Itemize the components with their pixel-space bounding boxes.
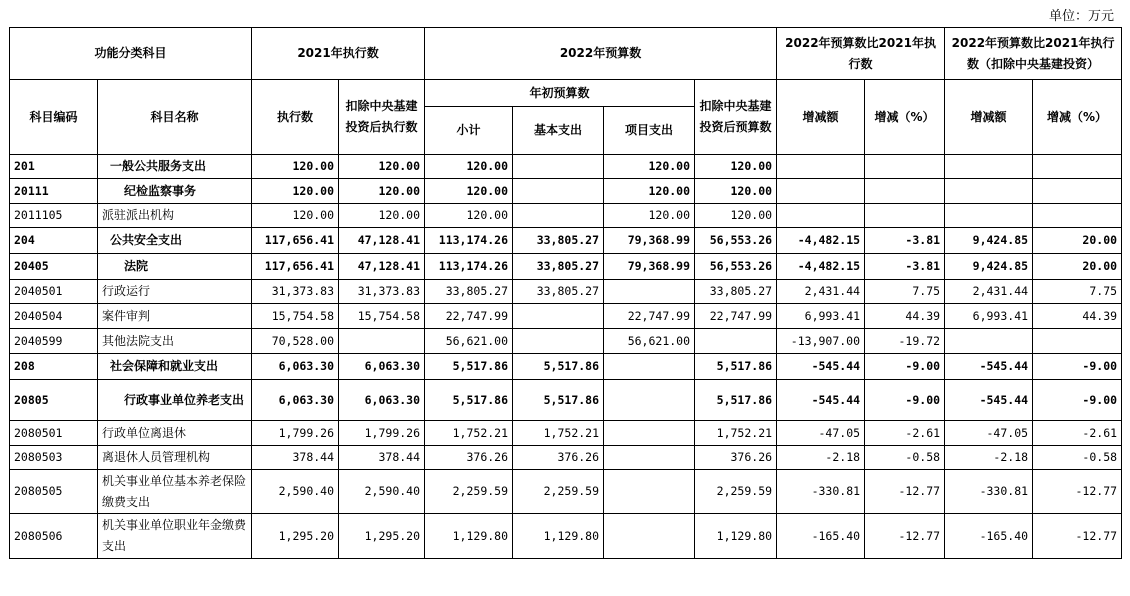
row-project-value: [604, 470, 695, 514]
row-pct-value: -0.58: [865, 446, 945, 470]
row-budget-ex-value: [695, 329, 777, 354]
row-budget-ex-value: 22,747.99: [695, 304, 777, 329]
row-subtotal-value: 113,174.26: [425, 254, 513, 280]
header-budget-2022: 2022年预算数: [425, 28, 777, 80]
row-chg2-value: -47.05: [945, 421, 1033, 446]
header-compare-exec: 2022年预算数比2021年执行数: [777, 28, 945, 80]
header-exec: 执行数: [252, 80, 339, 155]
table-row: [10, 354, 1122, 380]
row-budget-ex-value: 120.00: [695, 204, 777, 228]
row-chg2-value: -545.44: [945, 380, 1033, 421]
row-chg2-value: 2,431.44: [945, 280, 1033, 304]
row-code: 2040501: [10, 280, 98, 304]
row-subtotal-value: 120.00: [425, 204, 513, 228]
table-row: [10, 280, 1122, 304]
unit-label: 单位：万元: [1048, 9, 1114, 24]
row-exec-value: 6,063.30: [252, 354, 339, 380]
row-basic-value: [513, 204, 604, 228]
row-chg-value: -165.40: [777, 514, 865, 559]
row-subtotal-value: 33,805.27: [425, 280, 513, 304]
row-exec-ex-value: 47,128.41: [339, 228, 425, 254]
row-pct2-value: [1033, 179, 1122, 204]
table-row: [10, 470, 1122, 514]
row-pct2-value: -12.77: [1033, 514, 1122, 559]
row-budget-ex-value: 120.00: [695, 155, 777, 179]
row-basic-value: [513, 155, 604, 179]
table-row: [10, 179, 1122, 204]
row-name: 社会保障和就业支出: [98, 354, 252, 380]
row-project-value: [604, 446, 695, 470]
row-name: 案件审判: [98, 304, 252, 329]
row-budget-ex-value: 5,517.86: [695, 354, 777, 380]
row-exec-value: 1,799.26: [252, 421, 339, 446]
row-pct2-value: -9.00: [1033, 354, 1122, 380]
row-subtotal-value: 56,621.00: [425, 329, 513, 354]
row-chg-value: -545.44: [777, 354, 865, 380]
row-budget-ex-value: 56,553.26: [695, 254, 777, 280]
header-change-pct-2: 增减（%）: [1033, 80, 1122, 155]
row-pct-value: -12.77: [865, 470, 945, 514]
row-basic-value: [513, 304, 604, 329]
row-pct-value: -2.61: [865, 421, 945, 446]
row-pct-value: [865, 204, 945, 228]
row-pct-value: -12.77: [865, 514, 945, 559]
row-exec-ex-value: [339, 329, 425, 354]
table-row: [10, 254, 1122, 280]
row-chg2-value: [945, 204, 1033, 228]
row-chg2-value: 6,993.41: [945, 304, 1033, 329]
row-basic-value: 5,517.86: [513, 380, 604, 421]
row-exec-ex-value: 2,590.40: [339, 470, 425, 514]
row-basic-value: 1,129.80: [513, 514, 604, 559]
row-exec-ex-value: 1,799.26: [339, 421, 425, 446]
row-subtotal-value: 1,129.80: [425, 514, 513, 559]
row-chg-value: -4,482.15: [777, 254, 865, 280]
header-code: 科目编码: [10, 80, 98, 155]
row-name: 机关事业单位职业年金缴费支出: [98, 514, 252, 559]
header-func-category: 功能分类科目: [10, 28, 252, 80]
row-budget-ex-value: 120.00: [695, 179, 777, 204]
row-subtotal-value: 5,517.86: [425, 354, 513, 380]
row-subtotal-value: 5,517.86: [425, 380, 513, 421]
row-name: 行政运行: [98, 280, 252, 304]
row-code: 2040504: [10, 304, 98, 329]
row-name: 行政单位离退休: [98, 421, 252, 446]
row-chg-value: -545.44: [777, 380, 865, 421]
row-chg-value: 2,431.44: [777, 280, 865, 304]
header-change-pct: 增减（%）: [865, 80, 945, 155]
header-initial-budget: 年初预算数: [425, 80, 695, 107]
row-name: 离退休人员管理机构: [98, 446, 252, 470]
row-project-value: 22,747.99: [604, 304, 695, 329]
row-chg2-value: -545.44: [945, 354, 1033, 380]
row-pct-value: -3.81: [865, 228, 945, 254]
row-code: 2040599: [10, 329, 98, 354]
row-exec-ex-value: 120.00: [339, 204, 425, 228]
row-pct2-value: -9.00: [1033, 380, 1122, 421]
row-chg2-value: 9,424.85: [945, 254, 1033, 280]
table-row: [10, 514, 1122, 559]
row-chg2-value: [945, 329, 1033, 354]
row-chg2-value: [945, 155, 1033, 179]
row-code: 20405: [10, 254, 98, 280]
row-budget-ex-value: 2,259.59: [695, 470, 777, 514]
row-pct2-value: [1033, 204, 1122, 228]
row-subtotal-value: 2,259.59: [425, 470, 513, 514]
row-project-value: 120.00: [604, 179, 695, 204]
row-pct-value: -3.81: [865, 254, 945, 280]
table-row: [10, 204, 1122, 228]
row-pct-value: -19.72: [865, 329, 945, 354]
row-chg-value: [777, 155, 865, 179]
row-chg-value: [777, 179, 865, 204]
row-project-value: 120.00: [604, 204, 695, 228]
row-exec-value: 120.00: [252, 179, 339, 204]
row-name: 法院: [98, 254, 252, 280]
budget-table: [9, 27, 1122, 559]
row-code: 204: [10, 228, 98, 254]
row-pct2-value: 20.00: [1033, 228, 1122, 254]
row-basic-value: 33,805.27: [513, 280, 604, 304]
row-subtotal-value: 22,747.99: [425, 304, 513, 329]
row-project-value: [604, 421, 695, 446]
row-exec-value: 31,373.83: [252, 280, 339, 304]
header-change-amt-2: 增减额: [945, 80, 1033, 155]
row-name: 机关事业单位基本养老保险缴费支出: [98, 470, 252, 514]
row-exec-value: 120.00: [252, 204, 339, 228]
row-project-value: [604, 354, 695, 380]
row-project-value: 120.00: [604, 155, 695, 179]
row-code: 201: [10, 155, 98, 179]
row-exec-value: 6,063.30: [252, 380, 339, 421]
row-exec-ex-value: 15,754.58: [339, 304, 425, 329]
row-exec-ex-value: 6,063.30: [339, 380, 425, 421]
row-budget-ex-value: 5,517.86: [695, 380, 777, 421]
row-pct2-value: -2.61: [1033, 421, 1122, 446]
row-exec-value: 117,656.41: [252, 228, 339, 254]
row-pct2-value: -12.77: [1033, 470, 1122, 514]
row-name: 一般公共服务支出: [98, 155, 252, 179]
row-budget-ex-value: 1,752.21: [695, 421, 777, 446]
table-row: [10, 155, 1122, 179]
row-chg-value: -4,482.15: [777, 228, 865, 254]
row-pct2-value: 7.75: [1033, 280, 1122, 304]
header-change-amt: 增减额: [777, 80, 865, 155]
row-pct-value: -9.00: [865, 380, 945, 421]
row-exec-ex-value: 6,063.30: [339, 354, 425, 380]
row-chg-value: -2.18: [777, 446, 865, 470]
row-exec-value: 378.44: [252, 446, 339, 470]
table-row: [10, 421, 1122, 446]
row-chg-value: -330.81: [777, 470, 865, 514]
row-project-value: 56,621.00: [604, 329, 695, 354]
row-code: 20805: [10, 380, 98, 421]
row-project-value: 79,368.99: [604, 228, 695, 254]
header-name: 科目名称: [98, 80, 252, 155]
row-code: 2080506: [10, 514, 98, 559]
row-pct2-value: [1033, 155, 1122, 179]
row-name: 纪检监察事务: [98, 179, 252, 204]
row-code: 2011105: [10, 204, 98, 228]
row-basic-value: [513, 179, 604, 204]
row-pct2-value: 20.00: [1033, 254, 1122, 280]
row-chg-value: 6,993.41: [777, 304, 865, 329]
header-exec-2021: 2021年执行数: [252, 28, 425, 80]
row-chg2-value: -165.40: [945, 514, 1033, 559]
row-exec-ex-value: 378.44: [339, 446, 425, 470]
row-exec-ex-value: 120.00: [339, 155, 425, 179]
header-compare-exec-ex: 2022年预算数比2021年执行数（扣除中央基建投资）: [945, 28, 1122, 80]
row-budget-ex-value: 56,553.26: [695, 228, 777, 254]
table-row: [10, 446, 1122, 470]
table-row: [10, 329, 1122, 354]
row-exec-ex-value: 120.00: [339, 179, 425, 204]
row-project-value: [604, 280, 695, 304]
row-subtotal-value: 376.26: [425, 446, 513, 470]
row-pct-value: 7.75: [865, 280, 945, 304]
table-row: [10, 228, 1122, 254]
row-basic-value: 5,517.86: [513, 354, 604, 380]
row-pct2-value: -0.58: [1033, 446, 1122, 470]
row-exec-ex-value: 31,373.83: [339, 280, 425, 304]
row-subtotal-value: 1,752.21: [425, 421, 513, 446]
header-exec-ex: 扣除中央基建投资后执行数: [339, 80, 425, 155]
table-row: [10, 304, 1122, 329]
row-exec-value: 120.00: [252, 155, 339, 179]
row-project-value: [604, 380, 695, 421]
table-row: [10, 380, 1122, 421]
row-name: 其他法院支出: [98, 329, 252, 354]
row-code: 2080503: [10, 446, 98, 470]
row-basic-value: 376.26: [513, 446, 604, 470]
row-chg2-value: -2.18: [945, 446, 1033, 470]
row-budget-ex-value: 33,805.27: [695, 280, 777, 304]
row-name: 公共安全支出: [98, 228, 252, 254]
header-budget-ex: 扣除中央基建投资后预算数: [695, 80, 777, 155]
row-pct2-value: [1033, 329, 1122, 354]
row-basic-value: [513, 329, 604, 354]
row-chg-value: -13,907.00: [777, 329, 865, 354]
row-basic-value: 33,805.27: [513, 254, 604, 280]
row-name: 行政事业单位养老支出: [98, 380, 252, 421]
row-code: 208: [10, 354, 98, 380]
header-row-1: [10, 28, 1122, 80]
row-basic-value: 2,259.59: [513, 470, 604, 514]
row-pct-value: -9.00: [865, 354, 945, 380]
row-subtotal-value: 120.00: [425, 179, 513, 204]
header-project: 项目支出: [604, 107, 695, 155]
row-exec-value: 2,590.40: [252, 470, 339, 514]
row-project-value: 79,368.99: [604, 254, 695, 280]
row-basic-value: 1,752.21: [513, 421, 604, 446]
row-code: 2080505: [10, 470, 98, 514]
row-pct-value: [865, 155, 945, 179]
row-subtotal-value: 113,174.26: [425, 228, 513, 254]
row-budget-ex-value: 376.26: [695, 446, 777, 470]
header-row-2: [10, 80, 1122, 107]
row-exec-ex-value: 47,128.41: [339, 254, 425, 280]
row-name: 派驻派出机构: [98, 204, 252, 228]
row-chg2-value: -330.81: [945, 470, 1033, 514]
row-pct-value: [865, 179, 945, 204]
row-basic-value: 33,805.27: [513, 228, 604, 254]
header-subtotal: 小计: [425, 107, 513, 155]
header-basic: 基本支出: [513, 107, 604, 155]
row-chg-value: [777, 204, 865, 228]
row-chg2-value: 9,424.85: [945, 228, 1033, 254]
row-chg2-value: [945, 179, 1033, 204]
row-exec-value: 117,656.41: [252, 254, 339, 280]
row-code: 20111: [10, 179, 98, 204]
row-project-value: [604, 514, 695, 559]
row-exec-value: 1,295.20: [252, 514, 339, 559]
row-exec-value: 15,754.58: [252, 304, 339, 329]
row-exec-value: 70,528.00: [252, 329, 339, 354]
row-exec-ex-value: 1,295.20: [339, 514, 425, 559]
row-pct2-value: 44.39: [1033, 304, 1122, 329]
row-pct-value: 44.39: [865, 304, 945, 329]
row-code: 2080501: [10, 421, 98, 446]
row-subtotal-value: 120.00: [425, 155, 513, 179]
row-chg-value: -47.05: [777, 421, 865, 446]
row-budget-ex-value: 1,129.80: [695, 514, 777, 559]
